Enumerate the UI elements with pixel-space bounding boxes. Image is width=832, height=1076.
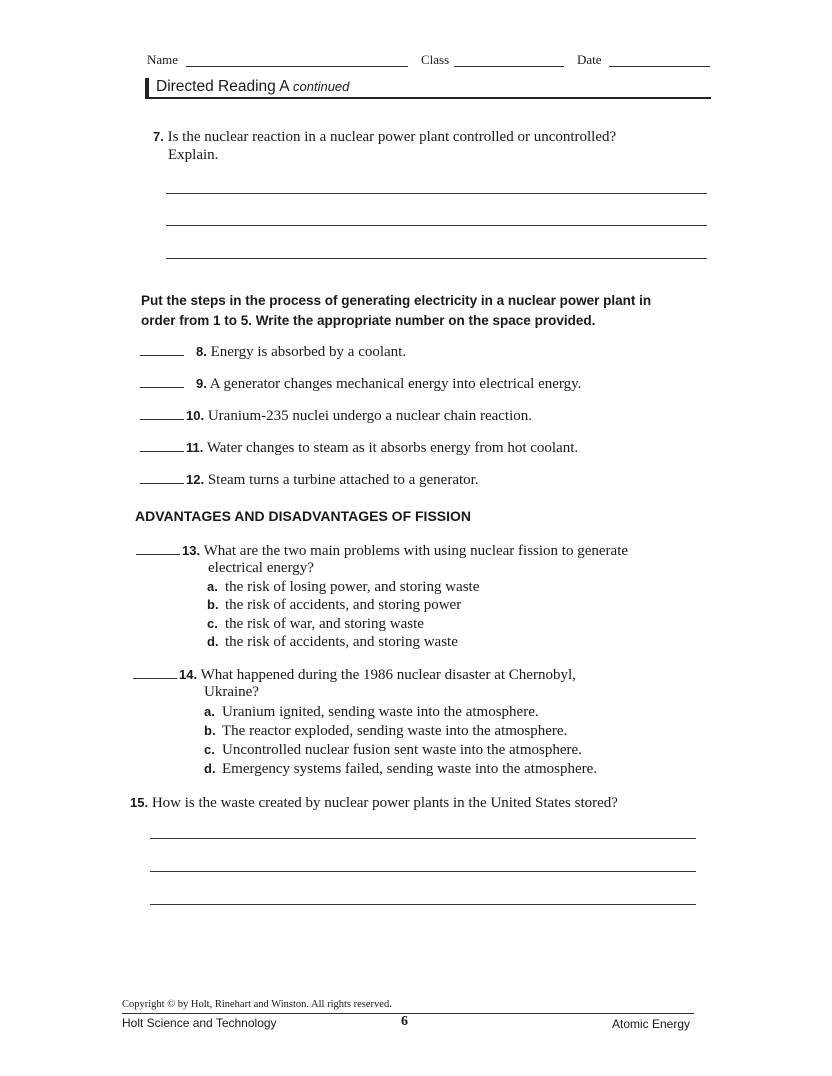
answer-blank-10[interactable]: [140, 407, 184, 420]
date-field[interactable]: [609, 66, 710, 67]
title-bar-accent: [145, 78, 149, 98]
answer-line-7b[interactable]: [166, 225, 707, 226]
option-14a[interactable]: a. Uranium ignited, sending waste into the atmosphere.: [204, 704, 539, 720]
page-number: 6: [401, 1014, 408, 1029]
footer-rule: [122, 1013, 694, 1014]
instructions-line2: order from 1 to 5. Write the appropriate number on the space provided.: [141, 313, 596, 328]
header-rule: [145, 97, 711, 99]
answer-line-15b[interactable]: [150, 871, 696, 872]
copyright: Copyright © by Holt, Rinehart and Winston. All rights reserved.: [122, 999, 392, 1010]
class-field[interactable]: [454, 66, 564, 67]
question-15: 15. How is the waste created by nuclear power plants in the United States stored?: [130, 795, 618, 811]
option-14d[interactable]: d. Emergency systems failed, sending waste into the atmosphere.: [204, 761, 598, 777]
question-13: 13. What are the two main problems with using nuclear fission to generate: [136, 541, 628, 561]
answer-blank-12[interactable]: [140, 471, 184, 484]
step-11: 11. Water changes to steam as it absorbs energy from hot coolant.: [140, 438, 578, 458]
section-heading: ADVANTAGES AND DISADVANTAGES OF FISSION: [135, 508, 472, 524]
instructions-line1: Put the steps in the process of generating electricity in a nuclear power plant in: [141, 293, 652, 308]
name-label: Name: [147, 52, 179, 67]
step-12: 12. Steam turns a turbine attached to a generator.: [140, 470, 479, 490]
answer-blank-9[interactable]: [140, 375, 184, 388]
step-9: 9. A generator changes mechanical energy into electrical energy.: [140, 374, 581, 394]
class-label: Class: [421, 52, 450, 67]
date-label: Date: [577, 52, 602, 67]
step-10: 10. Uranium-235 nuclei undergo a nuclear chain reaction.: [140, 406, 532, 426]
question-14: 14. What happened during the 1986 nuclear disaster at Chernobyl,: [133, 665, 576, 685]
answer-line-7a[interactable]: [166, 193, 707, 194]
name-field[interactable]: [186, 66, 408, 67]
publisher: Holt Science and Technology: [122, 1016, 277, 1030]
answer-line-15a[interactable]: [150, 838, 696, 839]
answer-line-15c[interactable]: [150, 904, 696, 905]
question-14-line2: Ukraine?: [204, 684, 259, 700]
page-title: Directed Reading A continued: [156, 78, 350, 95]
option-13c[interactable]: c. the risk of war, and storing waste: [207, 616, 424, 632]
chapter-title: Atomic Energy: [612, 1017, 691, 1031]
question-7-line2: Explain.: [168, 147, 219, 163]
answer-blank-13[interactable]: [136, 542, 180, 555]
answer-blank-11[interactable]: [140, 439, 184, 452]
option-14b[interactable]: b. The reactor exploded, sending waste into the atmosphere.: [204, 723, 568, 739]
option-13b[interactable]: b. the risk of accidents, and storing power: [207, 597, 462, 613]
option-13d[interactable]: d. the risk of accidents, and storing waste: [207, 634, 458, 650]
question-7: 7. Is the nuclear reaction in a nuclear power plant controlled or uncontrolled?: [153, 129, 617, 145]
answer-blank-14[interactable]: [133, 666, 177, 679]
step-8: 8. Energy is absorbed by a coolant.: [140, 342, 406, 362]
question-13-line2: electrical energy?: [208, 560, 314, 576]
option-14c[interactable]: c. Uncontrolled nuclear fusion sent waste into the atmosphere.: [204, 742, 582, 758]
option-13a[interactable]: a. the risk of losing power, and storing waste: [207, 579, 480, 595]
answer-blank-8[interactable]: [140, 343, 184, 356]
answer-line-7c[interactable]: [166, 258, 707, 259]
